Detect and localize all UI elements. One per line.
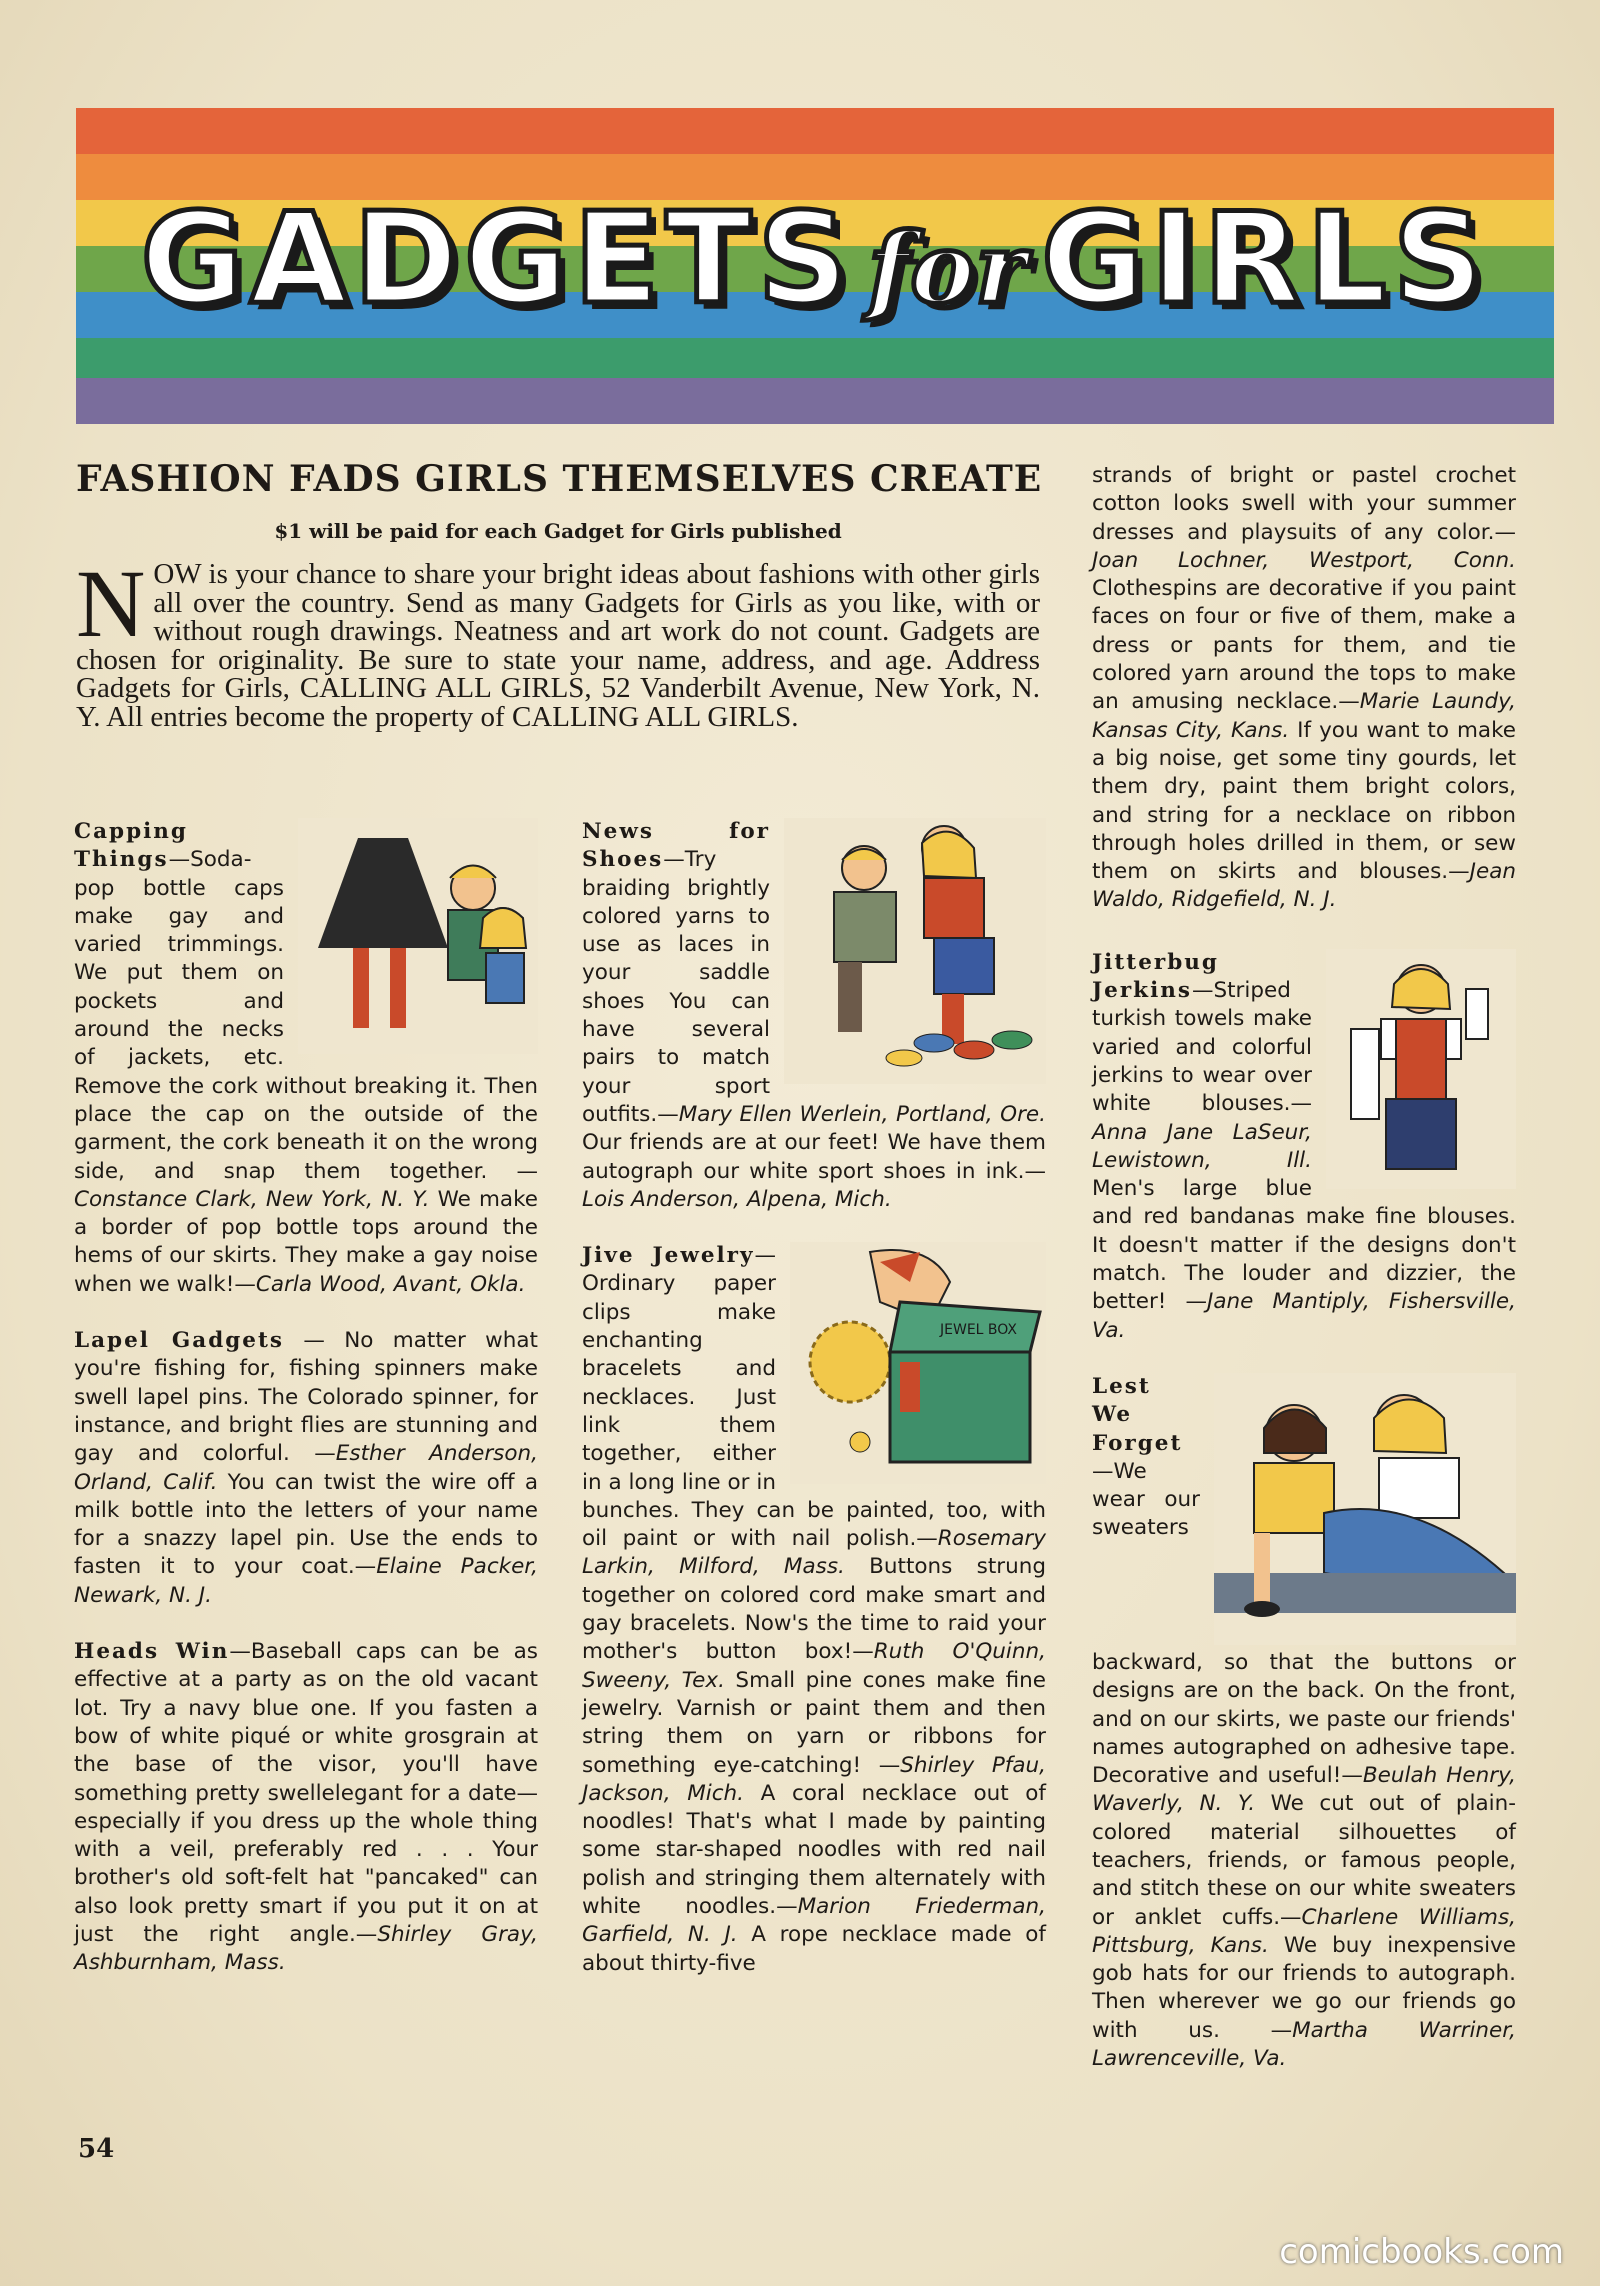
capping-things-body-2: We make a border of pop bottle tops around the hems of our skirts. They make a gay noise when we walk!—: [74, 1186, 538, 1297]
lapel-gadgets-title: Lapel Gadgets: [74, 1328, 284, 1354]
heads-win-title: Heads Win: [74, 1639, 230, 1665]
column-3: [1092, 462, 1516, 2101]
jitterbug-jerkins-body: —Striped turkish towels make varied and colorful jerkins to wear over white blouses.—: [1092, 978, 1312, 1117]
intro-text: OW is your chance to share your bright ideas about fashions with other girls all over the country. Send as many Gadgets for Girls as you like, with or without rough drawings. Neatness and art work do not count. Gadgets are chosen for originality. Be sure to state your name, address, and age. Address Gadgets for Girls, CALLING ALL GIRLS, 52 Vanderbilt Avenue, New York, N. Y. All entries become the property of CALLING ALL GIRLS.: [76, 558, 1040, 733]
jive-jewelry-credit-3: Shirley Pfau, Jackson, Mich.: [582, 1752, 1046, 1806]
news-for-shoes-body-2: Our friends are at our feet! We have them autograph our white sport shoes in ink.—: [582, 1130, 1046, 1184]
jive-jewelry-body: —Ordinary paper clips make enchanting bracelets and necklaces. Just link them together, either in a long line or in bunches. They can be painted, too, with oil paint or with nail polish.—: [582, 1243, 1046, 1552]
column-1: [74, 818, 538, 2006]
heads-win-credit: Shirley Gray, Ashburnham, Mass.: [74, 1921, 538, 1976]
lapel-gadgets-body: — No matter what you're fishing for, fishing spinners make swell lapel pins. The Colorado spinner, for instance, and bright flies are stunning and gay and colorful. —: [74, 1328, 538, 1467]
article-news-for-shoes: [582, 818, 1046, 1214]
title-for: for: [868, 211, 1028, 325]
jitterbug-jerkins-illustration: [1326, 949, 1516, 1189]
continued-body-2: Clothespins are decorative if you paint faces on four or five of them, make a dress or pants for them, and tie colored yarn around the tops to make an amusing necklace.—: [1092, 576, 1516, 715]
heads-win-body: —Baseball caps can be as effective at a party as on the old vacant lot. Try a navy blue one. If you fasten a bow of white piqué or white grosgrain at the base of the visor, you'll have something pretty swellelegant for a date—especially if you dress up the whole thing with a veil, preferably red . . . Your brother's old soft-felt hat "pancaked" can also look pretty smart if you put it on at just the right angle.—: [74, 1639, 538, 1947]
news-for-shoes-illustration: [784, 818, 1046, 1084]
jewel-box-illustration: [790, 1242, 1046, 1484]
capping-things-title: Capping Things: [74, 819, 188, 873]
article-heads-win: [74, 1638, 538, 1978]
lest-we-forget-illustration: [1214, 1373, 1516, 1645]
capping-things-credit-1: Constance Clark, New York, N. Y.: [74, 1186, 430, 1212]
capping-things-body: —Soda-pop bottle caps make gay and varied trimmings. We put them on pockets and around the necks of jackets, etc. Remove the cork without breaking it. Then place the cap on the outside of the garment, the cork beneath it on the wrong side, and snap them together. —: [74, 847, 538, 1184]
article-jitterbug-jerkins: [1092, 949, 1516, 1345]
jive-jewelry-credit-4: Marion Friederman, Garfield, N. J.: [582, 1893, 1047, 1948]
page-number: 54: [78, 2134, 115, 2164]
jive-jewelry-title: Jive Jewelry: [582, 1243, 755, 1269]
jitterbug-jerkins-credit-2: Jane Mantiply, Fishersville, Va.: [1092, 1289, 1516, 1343]
lest-we-forget-body-2: We cut out of plain-colored material silhouettes of teachers, friends, or famous people, and stitch these on our white sweaters or anklet cuffs.—: [1092, 1791, 1516, 1930]
news-for-shoes-body: —Try braiding brightly colored yarns to use as laces in your saddle shoes You can have several pairs to match your sport outfits.—: [582, 847, 770, 1127]
lest-we-forget-body: —We wear our sweaters backward, so that the buttons or designs are on the back. On the front, and on our skirts, we paste our friends' names autographed on adhesive tape. Decorative and useful!—: [1092, 1458, 1516, 1789]
jitterbug-jerkins-title: Jitterbug Jerkins: [1092, 949, 1219, 1004]
continued-body-3: If you want to make a big noise, get some tiny gourds, let them dry, paint them bright colors, and string for a necklace on ribbon through holes drilled in them, or sew them on skirts and blouses.—: [1092, 717, 1517, 885]
lapel-gadgets-credit-1: Esther Anderson, Orland, Calif.: [74, 1441, 538, 1495]
lest-we-forget-credit-1: Beulah Henry, Waverly, N. Y.: [1092, 1763, 1516, 1817]
jitterbug-jerkins-credit-1: Anna Jane LaSeur, Lewistown, Ill.: [1092, 1119, 1312, 1173]
column-2: [582, 818, 1046, 2006]
page-title: [141, 185, 1490, 332]
news-for-shoes-title: News for Shoes: [582, 819, 770, 873]
article-lapel-gadgets: [74, 1327, 538, 1610]
jive-jewelry-body-3: Small pine cones make fine jewelry. Varnish or paint them and then string them on yarn or ribbons for something eye-catching! —: [582, 1667, 1046, 1778]
title-banner: [76, 108, 1554, 424]
lest-we-forget-credit-2: Charlene Williams, Pittsburg, Kans.: [1092, 1904, 1516, 1958]
source-watermark: comicbooks.com: [1279, 2232, 1564, 2272]
news-for-shoes-credit-1: Mary Ellen Werlein, Portland, Ore.: [678, 1101, 1046, 1127]
article-lest-we-forget: [1092, 1373, 1516, 2073]
lapel-gadgets-body-2: You can twist the wire off a milk bottle into the letters of your name for a snazzy lapel pin. Use the ends to fasten it to your coat.—: [74, 1469, 538, 1580]
article-jive-jewelry: [582, 1242, 1046, 1978]
lest-we-forget-credit-3: Martha Warriner, Lawrenceville, Va.: [1092, 2017, 1516, 2072]
article-continued: [1092, 462, 1516, 915]
news-for-shoes-credit-2: Lois Anderson, Alpena, Mich.: [582, 1186, 892, 1212]
jive-jewelry-body-4: A coral necklace out of noodles! That's what I made by painting some star-shaped noodles with red nail polish and stringing them alternately with white noodles.—: [582, 1780, 1046, 1919]
jitterbug-jerkins-body-2: Men's large blue and red bandanas make fine blouses. It doesn't matter if the designs don't match. The louder and dizzier, the better! —: [1092, 1176, 1516, 1315]
continued-credit-3: Jean Waldo, Ridgefield, N. J.: [1092, 859, 1516, 913]
title-girls: GIRLS: [1041, 184, 1490, 332]
intro-paragraph: [76, 550, 1040, 733]
continued-body: strands of bright or pastel crochet cotton looks swell with your summer dresses and playsuits of any color.—: [1092, 463, 1516, 545]
lest-we-forget-title: Lest We Forget: [1092, 1373, 1183, 1456]
capping-things-illustration: [298, 818, 538, 1054]
jive-jewelry-body-2: Buttons strung together on colored cord make smart and gay bracelets. Now's the time to raid your mother's button box!—: [582, 1554, 1046, 1665]
lapel-gadgets-credit-2: Elaine Packer, Newark, N. J.: [74, 1554, 539, 1608]
jive-jewelry-credit-2: Ruth O'Quinn, Sweeny, Tex.: [582, 1639, 1046, 1693]
jive-jewelry-body-5: A rope necklace made of about thirty-five: [582, 1922, 1046, 1976]
jewel-box-label: JEWEL BOX: [940, 1322, 1017, 1339]
headline: FASHION FADS GIRLS THEMSELVES CREATE: [76, 458, 1043, 500]
jive-jewelry-credit-1: Rosemary Larkin, Milford, Mass.: [582, 1526, 1046, 1580]
continued-credit-1: Joan Lochner, Westport, Conn.: [1092, 547, 1516, 573]
lest-we-forget-body-3: We buy inexpensive gob hats for our friends to autograph. Then wherever we go our friends go with us. —: [1092, 1932, 1516, 2043]
capping-things-credit-2: Carla Wood, Avant, Okla.: [255, 1271, 526, 1297]
continued-credit-2: Marie Laundy, Kansas City, Kans.: [1092, 689, 1517, 743]
subhead: $1 will be paid for each Gadget for Girls published: [274, 519, 842, 543]
drop-cap: N: [76, 550, 146, 657]
article-capping-things: [74, 818, 538, 1299]
title-gadgets: GADGETS: [140, 184, 855, 332]
